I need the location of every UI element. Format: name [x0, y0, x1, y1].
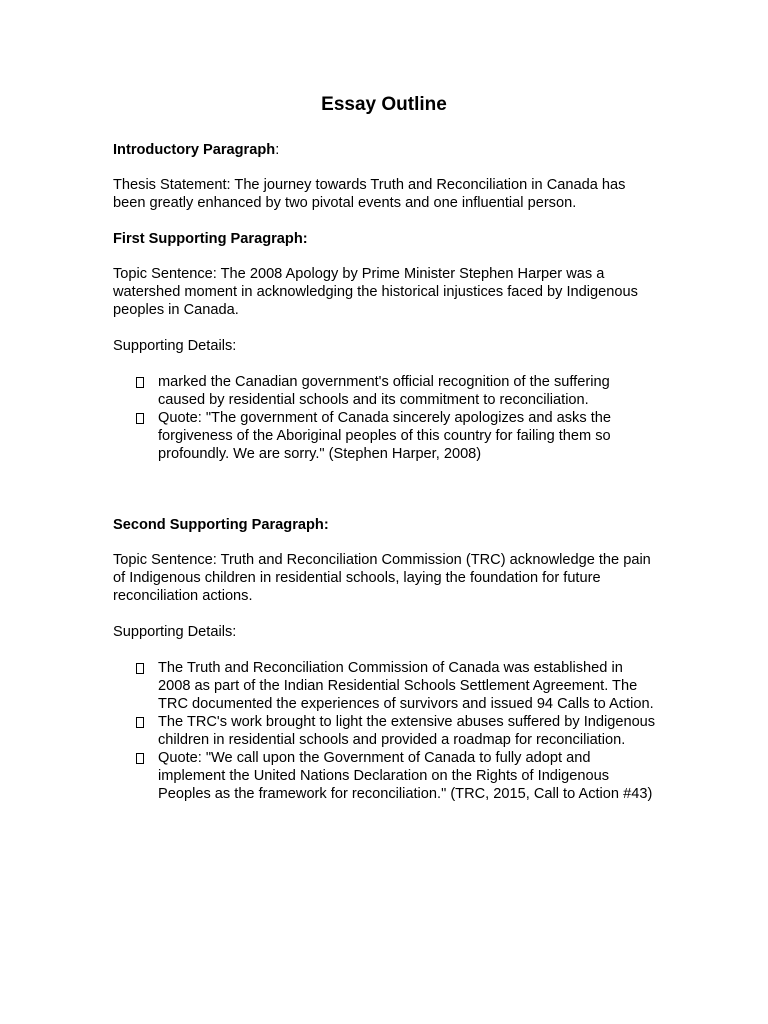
second-topic-sentence: Topic Sentence: Truth and Reconciliation Commission (TRC) acknowledge the pain of Indigenous children in residential schools, laying the foundation for future reconciliation actions.	[113, 552, 651, 604]
list-item	[0, 409, 658, 463]
first-details-list	[0, 373, 768, 463]
list-item	[0, 659, 658, 713]
list-item-text: Quote: "We call upon the Government of Canada to fully adopt and implement the United Nations Declaration on the Rights of Indigenous Peoples as the framework for reconciliation." (TRC, 2015, Call to Action #43)	[158, 750, 653, 802]
list-item	[0, 373, 658, 409]
first-paragraph-heading: First Supporting Paragraph:	[113, 231, 308, 247]
second-details-label: Supporting Details:	[113, 624, 237, 640]
second-details-list	[0, 659, 768, 803]
intro-heading-suffix: :	[275, 142, 280, 158]
first-topic-sentence: Topic Sentence: The 2008 Apology by Prime Minister Stephen Harper was a watershed moment in acknowledging the historical injustices faced by Indigenous peoples in Canada.	[113, 266, 638, 318]
thesis-statement: Thesis Statement: The journey towards Truth and Reconciliation in Canada has been greatly enhanced by two pivotal events and one influential person.	[113, 177, 626, 211]
bullet-glyph	[136, 663, 144, 674]
list-item	[0, 713, 658, 749]
bullet-glyph	[136, 717, 144, 728]
bullet-glyph	[136, 377, 144, 388]
intro-heading	[113, 141, 658, 159]
bullet-glyph	[136, 753, 144, 764]
list-item-text: The Truth and Reconciliation Commission of Canada was established in 2008 as part of the Indian Residential Schools Settlement Agreement. The TRC documented the experiences of survivors and issued 94 Calls to Action.	[158, 660, 654, 712]
first-details-label: Supporting Details:	[113, 338, 237, 354]
page-title: Essay Outline	[321, 94, 447, 115]
list-item-text: Quote: "The government of Canada sincerely apologizes and asks the forgiveness of the Aboriginal peoples of this country for failing them so profoundly. We are sorry." (Stephen Harper, 2008)	[158, 410, 611, 462]
list-item	[0, 749, 658, 803]
intro-heading-label: Introductory Paragraph	[113, 142, 276, 158]
bullet-glyph	[136, 413, 144, 424]
second-paragraph-heading: Second Supporting Paragraph:	[113, 517, 329, 533]
list-item-text: The TRC's work brought to light the extensive abuses suffered by Indigenous children in residential schools and provided a roadmap for reconciliation.	[158, 714, 656, 748]
list-item-text: marked the Canadian government's official recognition of the suffering caused by residential schools and its commitment to reconciliation.	[158, 374, 610, 408]
